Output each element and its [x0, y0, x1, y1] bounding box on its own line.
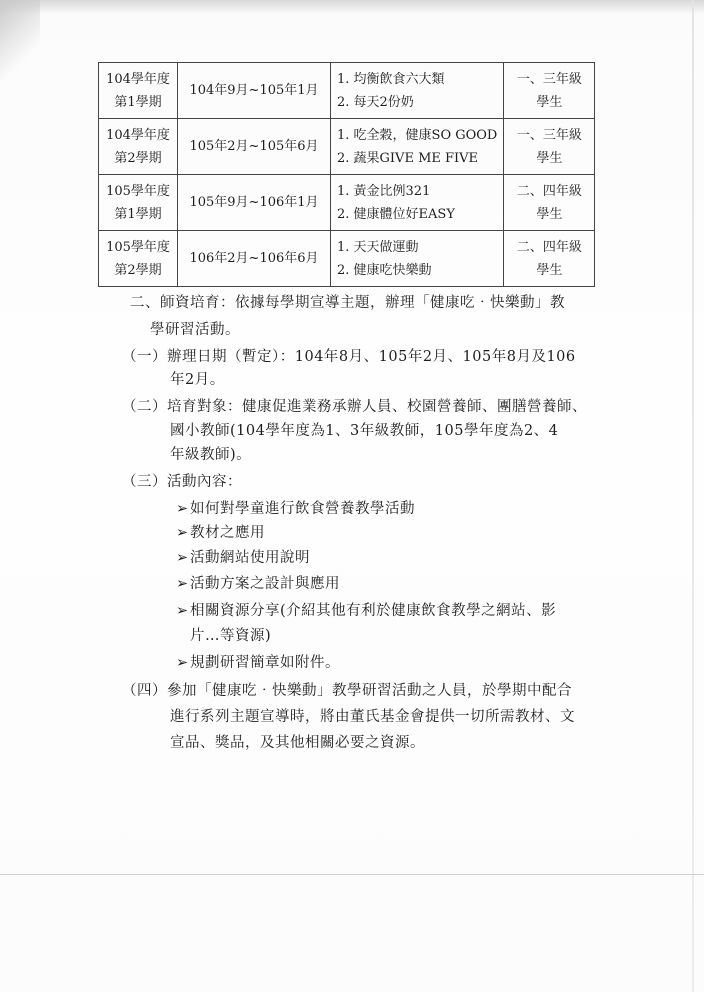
table-row: [99, 63, 595, 119]
list-item: ➢相關資源分享(介紹其他有利於健康飲食教學之網站、影: [176, 603, 557, 619]
arrow-bullet-icon: ➢: [176, 501, 189, 517]
term-cell: 104學年度 第1學期: [99, 63, 178, 119]
scan-shadow-corner: [0, 0, 40, 80]
term-cell: 104學年度 第2學期: [99, 119, 178, 175]
arrow-bullet-icon: ➢: [176, 525, 189, 541]
grade-cell: 一、三年級 學生: [504, 119, 595, 175]
list-item: ➢教材之應用: [176, 525, 265, 541]
table-row: [99, 231, 595, 287]
term-cell: 105學年度 第2學期: [99, 231, 178, 287]
item-1: （一）辦理日期（暫定）：104年8月、105年2月、105年8月及106: [122, 349, 576, 365]
theme-cell: 1. 天天做運動 2. 健康吃快樂動: [331, 231, 504, 287]
term-cell: 105學年度 第1學期: [99, 175, 178, 231]
section-heading: 二、師資培育：依據每學期宣導主題，辦理「健康吃‧快樂動」教: [130, 295, 565, 311]
list-item: ➢如何對學童進行飲食營養教學活動: [176, 501, 415, 517]
theme-cell: 1. 黃金比例321 2. 健康體位好EASY: [331, 175, 504, 231]
item-1-cont: 年2月。: [170, 372, 225, 388]
item-4-cont: 進行系列主題宣導時，將由董氏基金會提供一切所需教材、文: [170, 709, 575, 725]
theme-cell: 1. 均衡飲食六大類 2. 每天2份奶: [331, 63, 504, 119]
scan-right-edge: [692, 0, 694, 992]
theme-cell: 1. 吃全穀，健康SO GOOD 2. 蔬果GIVE ME FIVE: [331, 119, 504, 175]
section-heading-cont: 學研習活動。: [150, 322, 240, 338]
period-cell: 105年2月~105年6月: [178, 119, 331, 175]
item-4: （四）參加「健康吃‧快樂動」教學研習活動之人員，於學期中配合: [122, 683, 572, 699]
arrow-bullet-icon: ➢: [176, 576, 189, 592]
grade-cell: 二、四年級 學生: [504, 175, 595, 231]
item-2: （二）培育對象：健康促進業務承辦人員、校園營養師、團膳營養師、: [122, 399, 587, 415]
item-4-cont: 宣品、獎品，及其他相關必要之資源。: [170, 735, 425, 751]
schedule-table: [98, 62, 595, 287]
scan-fold-line: [0, 874, 704, 875]
list-item: ➢規劃研習簡章如附件。: [176, 655, 340, 671]
table-row: [99, 175, 595, 231]
item-2-cont: 國小教師(104學年度為1、3年級教師，105學年度為2、4: [170, 423, 559, 439]
arrow-bullet-icon: ➢: [176, 550, 189, 566]
list-item-cont: 片…等資源): [190, 628, 272, 644]
arrow-bullet-icon: ➢: [176, 603, 189, 619]
grade-cell: 一、三年級 學生: [504, 63, 595, 119]
scan-shadow-top: [0, 0, 704, 14]
period-cell: 105年9月~106年1月: [178, 175, 331, 231]
item-2-cont: 年級教師)。: [170, 447, 252, 463]
list-item: ➢活動方案之設計與應用: [176, 576, 340, 592]
period-cell: 104年9月~105年1月: [178, 63, 331, 119]
grade-cell: 二、四年級 學生: [504, 231, 595, 287]
item-3: （三）活動內容：: [122, 474, 242, 490]
period-cell: 106年2月~106年6月: [178, 231, 331, 287]
table-row: [99, 119, 595, 175]
list-item: ➢活動網站使用說明: [176, 550, 310, 566]
arrow-bullet-icon: ➢: [176, 655, 189, 671]
